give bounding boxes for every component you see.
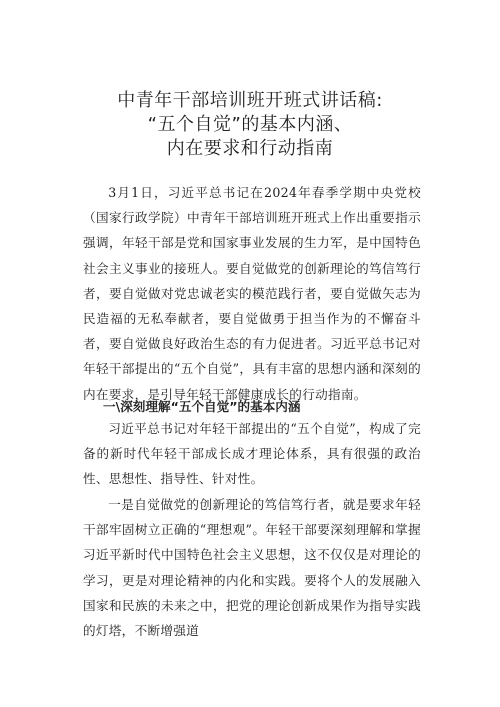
document-title-line-3: 内在要求和行动指南 <box>166 138 334 159</box>
intro-paragraph: 3月1日，习近平总书记在2024年春季学期中央党校（国家行政学院）中青年干部培训班开班式上作出重要指示强调，年轻干部是党和国家事业发展的生力军，是中国特色社会主义事业的接班人。要自觉做党的创新理论的笃信笃行者，要自觉做对党忠诚老实的模范践行者，要自觉做矢志为民造福的无私奉献者，要自觉做勇于担当作为的不懈奋斗者，要自觉做良好政治生态的有力促进者。习近平总书记对年轻干部提出的“五个自觉”，具有丰富的思想内涵和深刻的内在要求，是引导年轻干部健康成长的行动指南。 <box>83 185 421 402</box>
body-paragraph-2: 一是自觉做党的创新理论的笃信笃行者，就是要求年轻干部牢固树立正确的“理想观”。年轻干部要深刻理解和掌握习近平新时代中国特色社会主义思想，这不仅仅是对理论的学习，更是对理论精神的内化和实践。要将个人的发展融入国家和民族的未来之中，把党的理论创新成果作为指导实践的灯塔，不断增强道 <box>83 497 421 639</box>
document-title-line-1: 中青年干部培训班开班式讲话稿: <box>117 90 383 111</box>
body-paragraph-1: 习近平总书记对年轻干部提出的“五个自觉”，构成了完备的新时代年轻干部成长成才理论体系，具有很强的政治性、思想性、指导性、针对性。 <box>83 421 421 487</box>
document-title-line-2: “五个自觉”的基本内涵、 <box>147 114 353 135</box>
section-heading: 一\深刻理解“五个自觉”的基本内涵 <box>103 399 301 414</box>
